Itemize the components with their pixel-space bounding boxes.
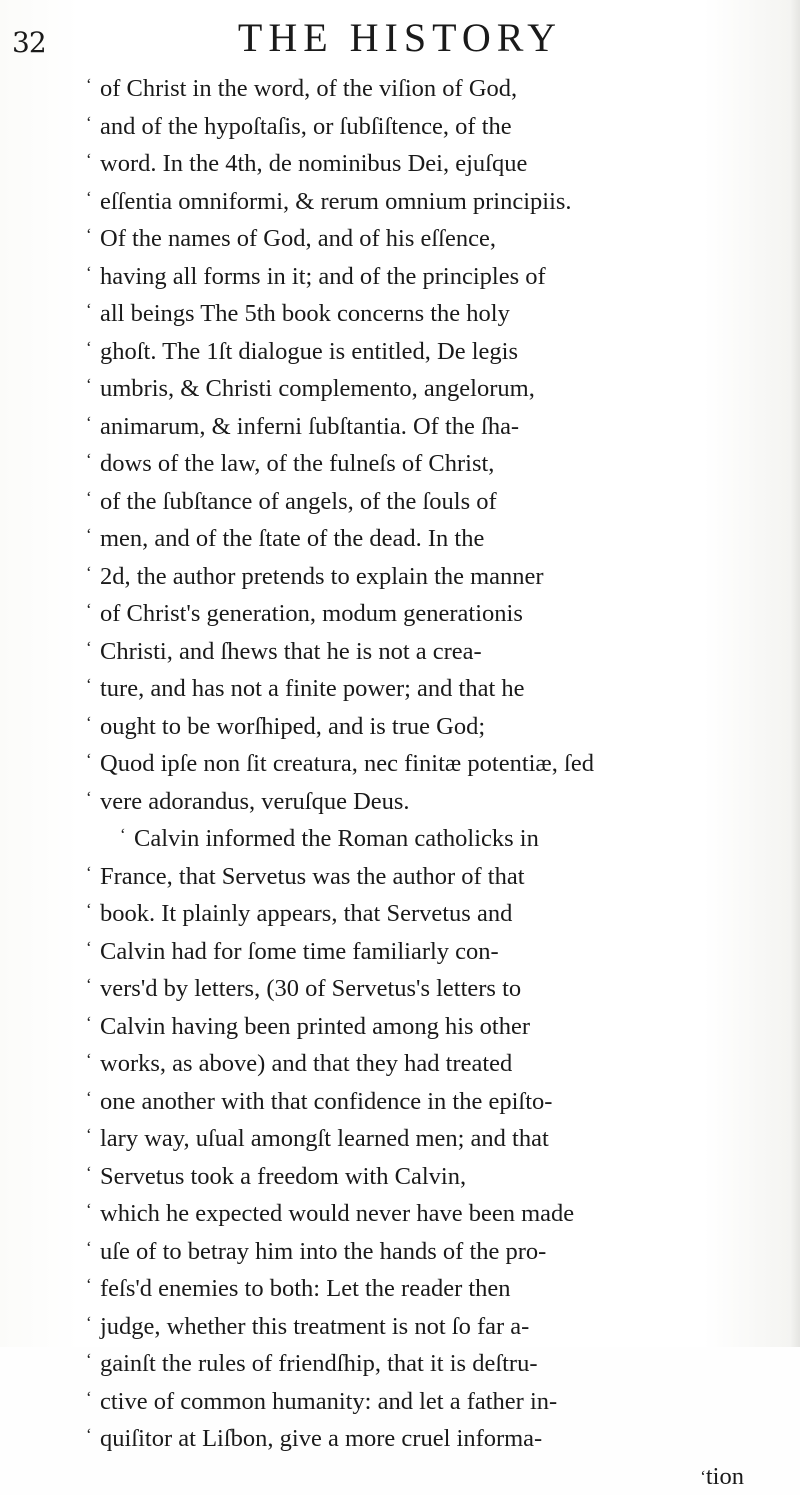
line-text: and of the hypoſtaſis, or ſubſiſtence, of the: [100, 113, 512, 140]
text-line: [100, 520, 780, 558]
quotation-mark: ‘: [86, 291, 92, 329]
text-line: [100, 1270, 780, 1308]
line-text: animarum, & inferni ſubſtantia. Of the ſha-: [100, 413, 519, 440]
text-line: [100, 408, 780, 446]
line-text: dows of the law, of the fulneſs of Christ,: [100, 450, 494, 477]
quotation-mark: ‘: [86, 216, 92, 254]
line-text: having all forms in it; and of the principles of: [100, 263, 546, 290]
body-text: [100, 70, 780, 1495]
quotation-mark: ‘: [86, 966, 92, 1004]
line-text: Calvin having been printed among his other: [100, 1013, 530, 1040]
line-text: Servetus took a freedom with Calvin,: [100, 1163, 466, 1190]
line-text: feſs'd enemies to both: Let the reader then: [100, 1275, 511, 1302]
line-text: umbris, & Christi complemento, angelorum,: [100, 375, 535, 402]
line-text: of Christ's generation, modum generationis: [100, 600, 523, 627]
running-head: THE HISTORY: [60, 14, 740, 61]
line-text: eſſentia omniformi, & rerum omnium principiis.: [100, 188, 572, 215]
quotation-mark: ‘: [86, 929, 92, 967]
line-text: book. It plainly appears, that Servetus and: [100, 900, 512, 927]
line-text: vere adorandus, veruſque Deus.: [100, 788, 410, 815]
quotation-mark: ‘: [86, 104, 92, 142]
quotation-mark: ‘: [120, 816, 126, 854]
text-line: [100, 595, 780, 633]
text-line: [100, 970, 780, 1008]
page-number: 32: [12, 26, 46, 59]
catchword-line: [100, 1458, 780, 1495]
quotation-mark: ‘: [86, 1416, 92, 1454]
text-line: [100, 1045, 780, 1083]
text-line: [100, 258, 780, 296]
text-line: [100, 108, 780, 146]
quotation-mark: ‘: [86, 66, 92, 104]
quotation-mark: ‘: [86, 1004, 92, 1042]
quotation-mark: ‘: [86, 479, 92, 517]
text-line: [100, 370, 780, 408]
text-line: [100, 1345, 780, 1383]
line-text: vers'd by letters, (30 of Servetus's letters to: [100, 975, 521, 1002]
quotation-mark: ‘: [86, 704, 92, 742]
line-text: lary way, uſual amongſt learned men; and that: [100, 1125, 549, 1152]
quotation-mark: ‘: [86, 779, 92, 817]
text-line: [100, 445, 780, 483]
quotation-mark: ‘: [86, 366, 92, 404]
line-text: France, that Servetus was the author of that: [100, 863, 525, 890]
quotation-mark: ‘: [86, 141, 92, 179]
line-text: Quod ipſe non ſit creatura, nec finitæ potentiæ, ſed: [100, 750, 594, 777]
text-line: [100, 1008, 780, 1046]
quotation-mark: ‘: [86, 1304, 92, 1342]
text-line: [100, 483, 780, 521]
quotation-mark: ‘: [86, 179, 92, 217]
quotation-mark: ‘: [86, 1229, 92, 1267]
text-line: [100, 1383, 780, 1421]
line-text: gainſt the rules of friendſhip, that it is deſtru-: [100, 1350, 538, 1377]
page-edge-shadow: [790, 0, 800, 1347]
quotation-mark: ‘: [86, 854, 92, 892]
quotation-mark: ‘: [86, 629, 92, 667]
quotation-mark: ‘: [86, 329, 92, 367]
text-line: [100, 1120, 780, 1158]
quotation-mark: ‘: [86, 554, 92, 592]
quotation-mark: ‘: [86, 1266, 92, 1304]
text-line: [100, 220, 780, 258]
quotation-mark: ‘: [86, 1154, 92, 1192]
quotation-mark: ‘: [86, 1116, 92, 1154]
text-line: [100, 183, 780, 221]
line-text: Of the names of God, and of his eſſence,: [100, 225, 496, 252]
text-line: [100, 708, 780, 746]
text-line: [100, 558, 780, 596]
text-line: [100, 858, 780, 896]
line-text: 2d, the author pretends to explain the manner: [100, 563, 544, 590]
quotation-mark: ‘: [86, 1341, 92, 1379]
text-line: [100, 783, 780, 821]
text-line: [100, 670, 780, 708]
quotation-mark: ‘: [86, 441, 92, 479]
line-text: ghoſt. The 1ſt dialogue is entitled, De legis: [100, 338, 518, 365]
quotation-mark: ‘: [86, 516, 92, 554]
line-text: of Christ in the word, of the viſion of God,: [100, 75, 517, 102]
line-text: word. In the 4th, de nominibus Dei, ejuſque: [100, 150, 527, 177]
line-text: all beings The 5th book concerns the holy: [100, 300, 510, 327]
text-line: [100, 1083, 780, 1121]
catchword: tion: [706, 1463, 744, 1490]
text-line: [100, 820, 780, 858]
quotation-mark: ‘: [86, 666, 92, 704]
quotation-mark: ‘: [86, 1079, 92, 1117]
line-text: of the ſubſtance of angels, of the ſouls of: [100, 488, 497, 515]
line-text: ought to be worſhiped, and is true God;: [100, 713, 485, 740]
line-text: ture, and has not a finite power; and that he: [100, 675, 525, 702]
quotation-mark: ‘: [86, 591, 92, 629]
quotation-mark: ‘: [86, 1379, 92, 1417]
text-line: [100, 145, 780, 183]
text-line: [100, 1420, 780, 1458]
text-line: [100, 1233, 780, 1271]
text-line: [100, 295, 780, 333]
line-text: ctive of common humanity: and let a father in-: [100, 1388, 557, 1415]
line-text: Calvin informed the Roman catholicks in: [134, 825, 539, 852]
quotation-mark: ‘: [86, 741, 92, 779]
line-text: judge, whether this treatment is not ſo far a-: [100, 1313, 529, 1340]
text-line: [100, 933, 780, 971]
text-line: [100, 633, 780, 671]
text-line: [100, 895, 780, 933]
quotation-mark: ‘: [86, 254, 92, 292]
quotation-mark: ‘: [86, 891, 92, 929]
line-text: works, as above) and that they had treated: [100, 1050, 512, 1077]
text-line: [100, 333, 780, 371]
line-text: one another with that confidence in the epiſto-: [100, 1088, 552, 1115]
quotation-mark: ‘: [86, 404, 92, 442]
quotation-mark: ‘: [86, 1191, 92, 1229]
text-line: [100, 745, 780, 783]
line-text: Calvin had for ſome time familiarly con-: [100, 938, 499, 965]
page-header: [0, 6, 800, 66]
line-text: Christi, and ſhews that he is not a crea-: [100, 638, 482, 665]
text-line: [100, 1195, 780, 1233]
line-text: uſe of to betray him into the hands of the pro-: [100, 1238, 546, 1265]
line-text: men, and of the ſtate of the dead. In the: [100, 525, 484, 552]
line-text: which he expected would never have been made: [100, 1200, 574, 1227]
text-line: [100, 1308, 780, 1346]
text-line: [100, 1158, 780, 1196]
text-line: [100, 70, 780, 108]
quotation-mark: ‘: [700, 1467, 706, 1486]
quotation-mark: ‘: [86, 1041, 92, 1079]
line-text: quiſitor at Liſbon, give a more cruel informa-: [100, 1425, 542, 1452]
